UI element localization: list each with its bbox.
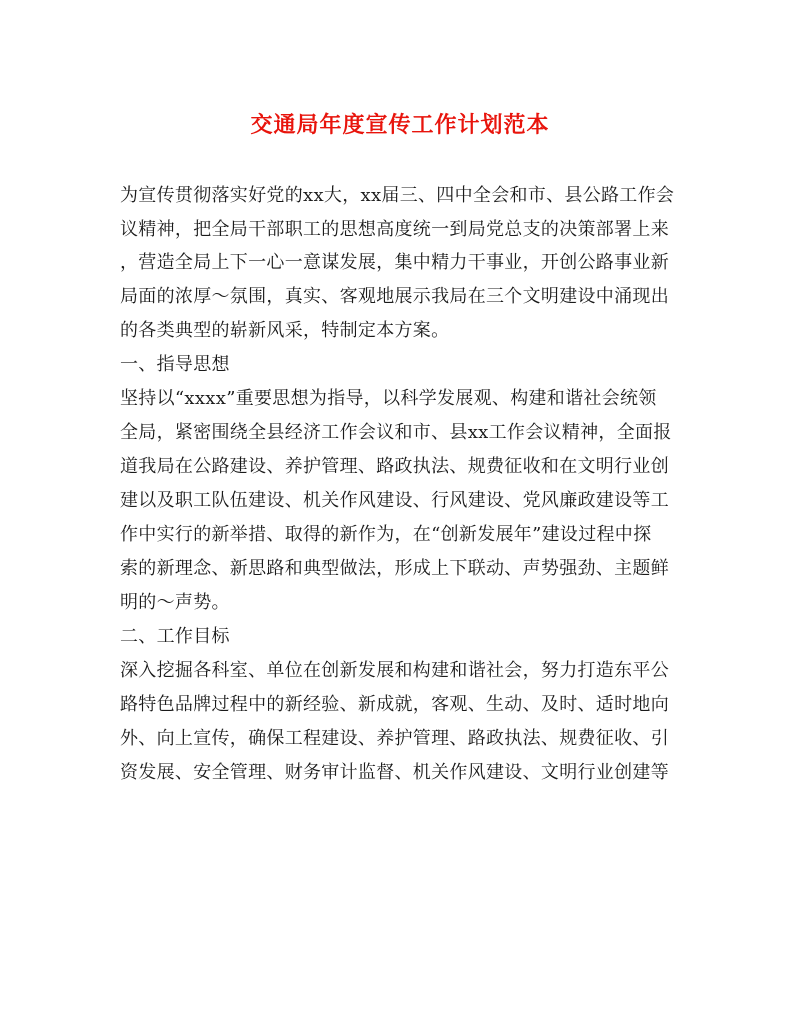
paragraph-line: 建以及职工队伍建设、机关作风建设、行风建设、党风廉政建设等工 <box>120 490 669 511</box>
section-heading-work-goals: 二、工作目标 <box>120 626 230 647</box>
paragraph-line: 道我局在公路建设、养护管理、路政执法、规费征收和在文明行业创 <box>120 456 669 477</box>
paragraph-line: 明的～声势。 <box>120 592 230 613</box>
paragraph-line: 索的新理念、新思路和典型做法，形成上下联动、声势强劲、主题鲜 <box>120 558 669 579</box>
paragraph-line: 坚持以“xxxx”重要思想为指导，以科学发展观、构建和谐社会统领 <box>120 388 657 409</box>
paragraph-line: 深入挖掘各科室、单位在创新发展和构建和谐社会，努力打造东平公 <box>120 660 669 681</box>
paragraph-line: 作中实行的新举措、取得的新作为，在“创新发展年”建设过程中探 <box>120 524 652 545</box>
paragraph-line: 议精神，把全局干部职工的思想高度统一到局党总支的决策部署上来 <box>120 219 669 240</box>
paragraph-line: 外、向上宣传，确保工程建设、养护管理、路政执法、规费征收、引 <box>120 728 669 749</box>
paragraph-line: 资发展、安全管理、财务审计监督、机关作风建设、文明行业创建等 <box>120 762 669 783</box>
paragraph-line: ，营造全局上下一心一意谋发展，集中精力干事业，开创公路事业新 <box>120 252 669 273</box>
paragraph-line: 路特色品牌过程中的新经验、新成就，客观、生动、及时、适时地向 <box>120 694 669 715</box>
paragraph-line: 局面的浓厚～氛围，真实、客观地展示我局在三个文明建设中涌现出 <box>120 286 669 307</box>
document-title: 交通局年度宣传工作计划范本 <box>250 112 550 138</box>
paragraph-line: 的各类典型的崭新风采，特制定本方案。 <box>120 320 450 341</box>
paragraph-line: 全局，紧密围绕全县经济工作会议和市、县xx工作会议精神，全面报 <box>120 422 672 443</box>
section-heading-guiding-ideology: 一、指导思想 <box>120 354 230 375</box>
paragraph-line: 为宣传贯彻落实好党的xx大，xx届三、四中全会和市、县公路工作会 <box>120 185 675 206</box>
